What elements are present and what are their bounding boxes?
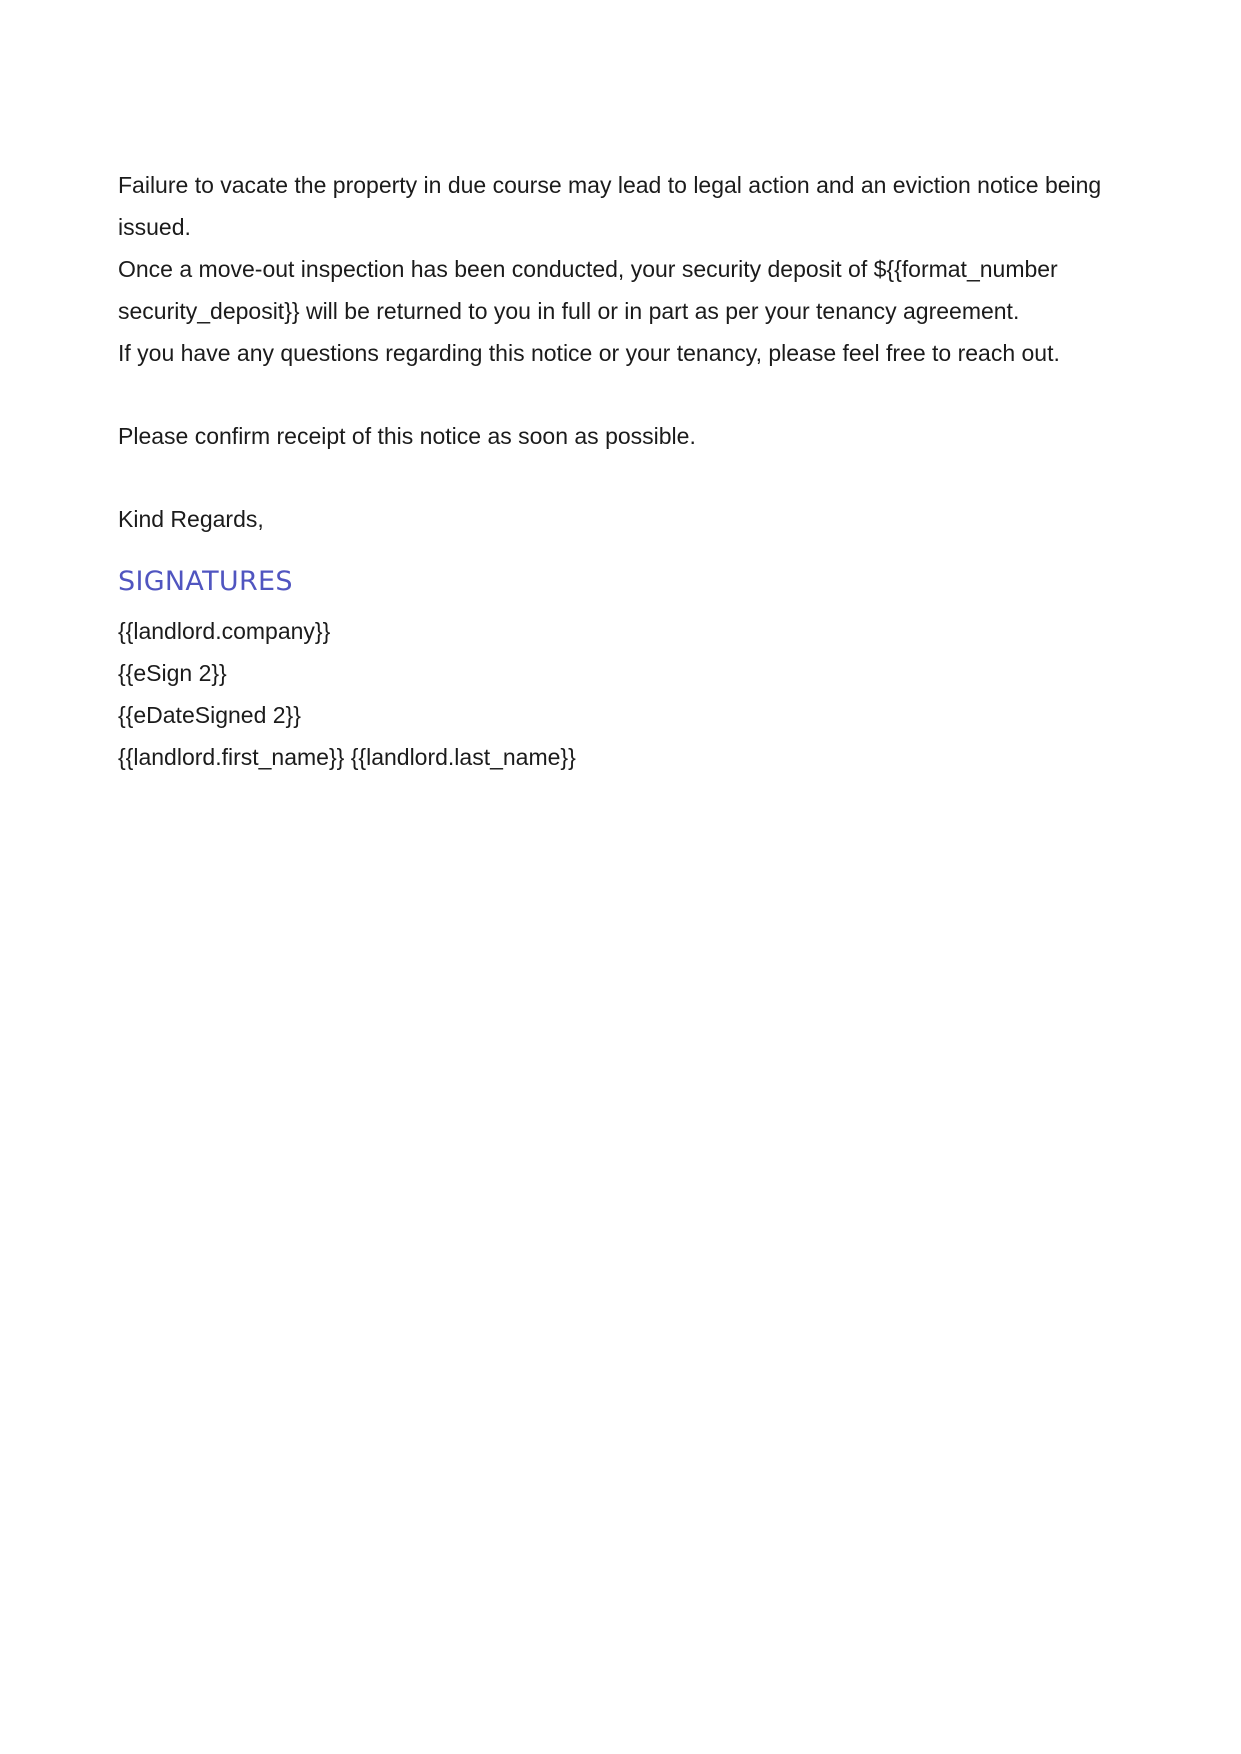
signatures-heading: SIGNATURES: [118, 566, 293, 597]
landlord-company-field: {{landlord.company}}: [118, 618, 331, 644]
landlord-name-field: {{landlord.first_name}} {{landlord.last_name}}: [118, 744, 576, 770]
paragraph-spacer: [118, 457, 1128, 498]
date-signed-field: {{eDateSigned 2}}: [118, 702, 301, 728]
paragraph-eviction-warning: Failure to vacate the property in due course may lead to legal action and an eviction notice being issued.: [118, 172, 1102, 240]
closing-line: Kind Regards,: [118, 506, 264, 532]
esign-field: {{eSign 2}}: [118, 660, 227, 686]
paragraph-confirm-receipt: Please confirm receipt of this notice as soon as possible.: [118, 423, 696, 449]
letter-body: [118, 164, 1128, 778]
signature-block: [118, 610, 1128, 778]
paragraph-security-deposit: Once a move-out inspection has been conducted, your security deposit of ${{format_number security_deposit}} will be returned to you in full or in part as per your tenancy agreement.: [118, 256, 1058, 324]
paragraph-spacer: [118, 374, 1128, 415]
paragraph-questions: If you have any questions regarding this notice or your tenancy, please feel free to reach out.: [118, 340, 1060, 366]
